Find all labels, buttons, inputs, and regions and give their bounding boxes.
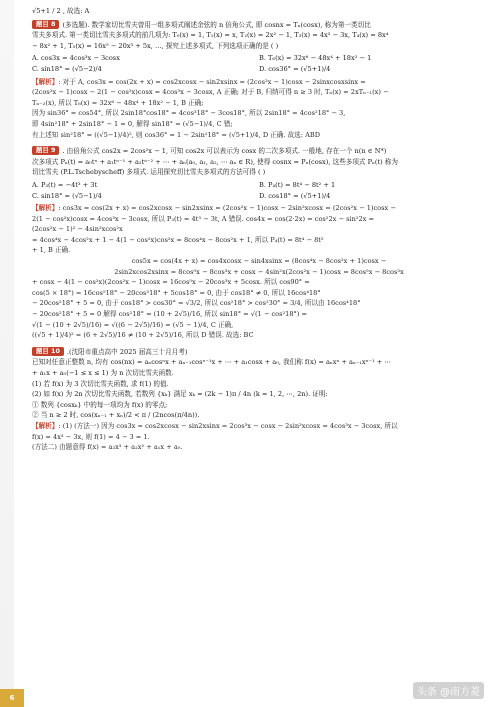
q10-source: .(沈阳市重点高中 2025 届高三十月月考) <box>66 347 188 356</box>
q9-centered-derivation: 2sin2xcos2xsinx = 8cos⁵x − 8cos³x + cosx − 4sin²x(2cos²x − 1)cosx = 8cos⁵x − 8cos³x <box>114 267 404 276</box>
question-9 <box>32 146 486 157</box>
q9-solution-line: 2(1 − cos²x)cosx = 4cos³x − 3cosx, 所以 P₃(t) = 4t³ − 3t, A 错误. cos4x = cos(2·2x) = cos²2x − sin²2x = <box>32 214 374 223</box>
q8-solution-line: Tₙ₋₂(x), 所以 T₆(x) = 32x⁶ − 48x⁴ + 18x² − 1, B 正确; <box>32 98 204 107</box>
q8-choices <box>32 53 486 74</box>
q8-solution-line: 即 4sin²18° + 2sin18° − 1 = 0, 解得 sin18° = (√5−1)/4, C 错; <box>32 119 233 128</box>
q9-centered-derivation: cos5x = cos(4x + x) = cos4xcosx − sin4xsinx = (8cos⁴x − 8cos²x + 1)cosx − <box>131 257 387 266</box>
question-10 <box>32 347 486 358</box>
choice-a: A. P₃(t) = −4t³ + 3t <box>32 180 98 189</box>
choice-a: A. cos3x = 4cos³x − 3cosx <box>32 54 120 63</box>
choice-d: D. cos36° = (√5+1)/4 <box>259 64 331 73</box>
solution-label: 【解析】 <box>32 77 59 86</box>
q9-stem-line: 次多项式 Pₙ(t) = a₀tⁿ + a₁tⁿ⁻¹ + a₂tⁿ⁻² + ⋯ + aₙ(a₀, a₁, a₂, ⋯ aₙ ∈ R), 使得 cosnx = Pₙ(cosx), 这些多项式 Pₙ(t) 称为 <box>32 157 398 166</box>
q8-stem-line: (多选题). 数学家切比雪夫曾用一组多项式阐述余弦的 n 倍角公式, 即 cosnx = Tₙ(cosx), 称为第一类切比 <box>62 20 371 29</box>
q9-solution-line: − 20cos²18° + 5 = 0, 由于 cos18° > cos30° = √3/2, 所以 cos²18° > cos²30° = 3/4, 所以由 16cos⁴18° <box>32 299 361 308</box>
q8-solution-line: 【解析】: 对于 A, cos3x = cos(2x + x) = cos2xcosx − sin2xsinx = (2cos²x − 1)cosx − 2sinxcosxsinx = <box>32 77 366 86</box>
q8-stem-line: − 8x² + 1, T₅(x) = 16x⁵ − 20x³ + 5x, …, 探究上述多项式, 下列选项正确的是 ( ) <box>32 41 279 50</box>
q10-solution-line: f(x) = 4x³ − 3x, 则 f(1) = 4 − 3 = 1. <box>32 432 150 441</box>
previous-answer-tail: √5+1 / 2 , 故选: A <box>32 7 90 15</box>
choice-b: B. P₄(t) = 8t⁴ − 8t² + 1 <box>259 180 336 189</box>
q10-stem-line: 已知对任意正整数 n, 均有 cos(nx) = aₙcosⁿx + aₙ₋₁cosⁿ⁻¹x + ⋯ + a₁cosx + a₀, 我们称 f(x) = aₙxⁿ + aₙ₋₁xⁿ⁻¹ + ⋯ <box>32 358 391 367</box>
q8-solution-line: (2cos²x − 1)cosx − 2(1 − cos²x)cosx = 4cos³x − 3cosx, A 正确; 对于 B, 归纳可得 n ≥ 3 时, Tₙ(x) = 2xTₙ₋₁(x) − <box>32 88 389 97</box>
question-8 <box>32 20 486 31</box>
q9-choices <box>32 180 486 201</box>
choice-c: C. sin18° = (√5−2)/4 <box>32 64 102 73</box>
choice-d: D. cos18° = (√5+1)/4 <box>259 191 331 200</box>
page-number: 6 <box>0 689 24 707</box>
watermark: 头条 @南方菱 <box>413 682 484 699</box>
q8-stem-line: 雪夫多项式. 第一类切比雪夫多项式的前几项为: T₀(x) = 1, T₁(x) = x, T₂(x) = 2x² − 1, T₃(x) = 4x³ − 3x, T₄(x) = 8x⁴ <box>32 31 389 40</box>
q9-stem-line: 切比雪夫 (P.L.Tschebyscheff) 多项式. 运用探究切比雪夫多项式的方法可得 ( ) <box>32 168 266 177</box>
q8-solution-line: 有上述知 sin²18° = ((√5−1)/4)², 则 cos36° = 1 − 2sin²18° = (√5+1)/4, D 正确. 故选: ABD <box>32 130 320 139</box>
solution-label: 【解析】 <box>32 421 59 430</box>
q9-solution-line: 【解析】: cos3x = cos(2x + x) = cos2xcosx − sin2xsinx = (2cos²x − 1)cosx − 2sin²xcosx = (2cos²x − 1)cosx − <box>32 204 396 213</box>
q10-stem-line: + a₁x + a₀(−1 ≤ x ≤ 1) 为 n 次切比雪夫函数. <box>32 369 174 377</box>
q8-solution-line: 因为 sin36° = cos54°, 所以 2sin18°cos18° = 4cos³18° − 3cos18°, 所以 2sin18° = 4cos²18° − 3, <box>32 109 346 118</box>
question-badge: 题目 10 <box>32 347 64 356</box>
question-badge: 题目 8 <box>32 20 59 29</box>
q10-stem-line: (2) 如 f(x) 为 2n 次切比雪夫函数, 若数列 {xₖ} 满足 xₖ = (2k − 1)π / 4n (k = 1, 2, ⋯, 2n). 证明: <box>32 390 328 399</box>
q10-stem-line: (1) 若 f(x) 为 3 次切比雪夫函数, 求 f(1) 的值. <box>32 379 169 388</box>
q9-solution-line: = 4cos⁴x − 4cos²x + 1 − 4(1 − cos²x)cos²x = 8cos⁴x − 8cos²x + 1, 所以 P₄(t) = 8t⁴ − 8t² <box>32 235 324 244</box>
solution-label: 【解析】 <box>32 204 59 213</box>
q9-solution-line: − 20cos²18° + 5 = 0 解得 cos²18° = (10 + 2√5)/16, 所以 sin18° = √(1 − cos²18°) = <box>32 310 308 319</box>
q9-solution-line: ((√5 + 1)/4)² = (6 + 2√5)/16 ≠ (10 + 2√5)/16, 所以 D 错误. 故选: BC <box>32 331 254 340</box>
q9-solution-line: cos(5 × 18°) = 16cos⁵18° − 20cos³18° + 5cos18° = 0, 由于 cos18° ≠ 0, 所以 16cos⁴18° <box>32 288 321 297</box>
q9-solution-line: √(1 − (10 + 2√5)/16) = √((6 − 2√5)/16) = (√5 − 1)/4, C 正确, <box>32 320 234 329</box>
choice-c: C. sin18° = (√5−1)/4 <box>32 191 102 200</box>
q9-solution-line: + cosx − 4(1 − cos²x)(2cos²x − 1)cosx = 16cos⁵x − 20cos³x + 5cosx. 所以 cos90° = <box>32 278 310 287</box>
q9-stem-line: . 由倍角公式 cos2x = 2cos²x − 1, 可知 cos2x 可以表示为 cosx 的二次多项式. 一般地, 存在一个 n(n ∈ N*) <box>62 147 387 156</box>
q10-stem-line: ① 数列 {cosxₖ} 中的每一项均为 f(x) 的零点; <box>32 400 168 409</box>
q9-solution-line: + 1, B 正确. <box>32 246 71 255</box>
question-badge: 题目 9 <box>32 146 59 155</box>
q10-stem-line: ② 当 n ≥ 2 时, cos(xₙ₋₁ + xₙ)/2 < π / (2ncos(π/4n)). <box>32 411 200 420</box>
q9-solution-line: (2cos²x − 1)² − 4sin²xcos²x <box>32 225 123 234</box>
q10-solution-line: 【解析】: (1) (方法一) 因为 cos3x = cos2xcosx − sin2xsinx = 2cos³x − cosx − 2sin²xcosx = 4cos³x − 3cosx, 所以 <box>32 421 398 430</box>
choice-b: B. T₆(x) = 32x⁶ − 48x⁴ + 18x² − 1 <box>259 54 372 63</box>
q10-solution-line: (方法二) 由题意得 f(x) = a₃x³ + a₂x² + a₁x + a₀. <box>32 443 183 452</box>
